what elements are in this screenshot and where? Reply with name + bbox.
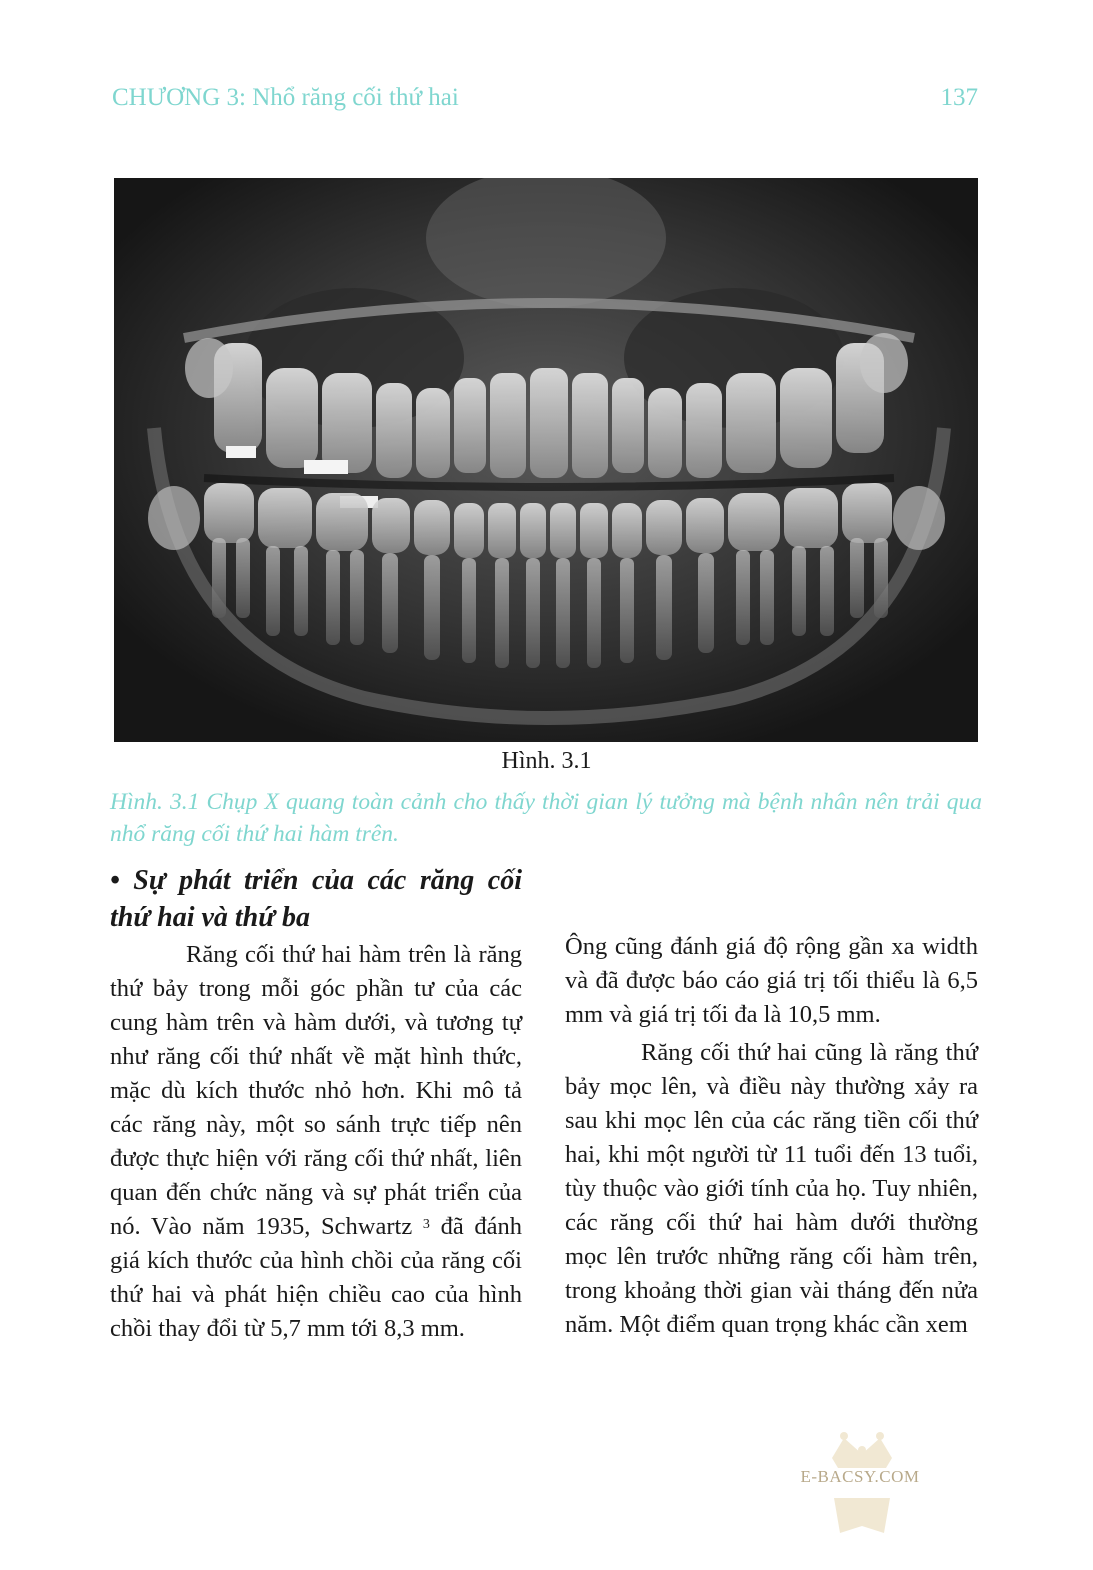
page-number: 137: [940, 84, 978, 111]
section-heading: • Sự phát triển của các răng cối thứ hai và thứ ba: [110, 865, 522, 933]
citation-superscript: 3: [422, 1217, 430, 1232]
left-paragraph-text-2: đã đánh giá kích thước của hình chồi của răng cối thứ hai và phát hiện chiều cao của hình chồi thay đổi từ 5,7 mm tới 8,3 mm.: [110, 1213, 523, 1342]
watermark-text: E-BACSY.COM: [800, 1467, 920, 1486]
chapter-title: CHƯƠNG 3: Nhổ răng cối thứ hai: [112, 84, 459, 111]
panoramic-xray-image: [114, 178, 978, 742]
figure-caption: Hình. 3.1 Chụp X quang toàn cảnh cho thấy thời gian lý tưởng mà bệnh nhân nên trải qua nhổ răng cối thứ hai hàm trên.: [110, 789, 982, 847]
right-column: [565, 930, 978, 1342]
right-paragraph-2: Răng cối thứ hai cũng là răng thứ bảy mọc lên, và điều này thường xảy ra sau khi mọc lên của các răng tiền cối thứ hai, khi một người từ 11 tuổi đến 13 tuổi, tùy thuộc vào giới tính của họ. Tuy nhiên, các răng cối thứ hai hàm dưới thường mọc lên trước những răng cối hàm trên, trong khoảng thời gian vài tháng đến nửa năm. Một điểm quan trọng khác cần xem: [565, 1039, 978, 1338]
right-paragraph-1: Ông cũng đánh giá độ rộng gần xa width và đã được báo cáo giá trị tối thiểu là 6,5 mm và giá trị tối đa là 10,5 mm.: [565, 933, 978, 1028]
figure-label: Hình. 3.1: [501, 748, 592, 774]
left-column: [110, 862, 522, 1346]
running-header: [112, 84, 978, 112]
left-paragraph: [110, 938, 522, 1346]
left-paragraph-text-1: Răng cối thứ hai hàm trên là răng thứ bảy trong mỗi góc phần tư của các cung hàm trên và hàm dưới, và tương tự như răng cối thứ nhất về mặt hình thức, mặc dù kích thước nhỏ hơn. Khi mô tả các răng này, một so sánh trực tiếp nên được thực hiện với răng cối thứ nhất, liên quan đến chức năng và sự phát triển của nó. Vào năm 1935, Schwartz: [110, 941, 522, 1240]
